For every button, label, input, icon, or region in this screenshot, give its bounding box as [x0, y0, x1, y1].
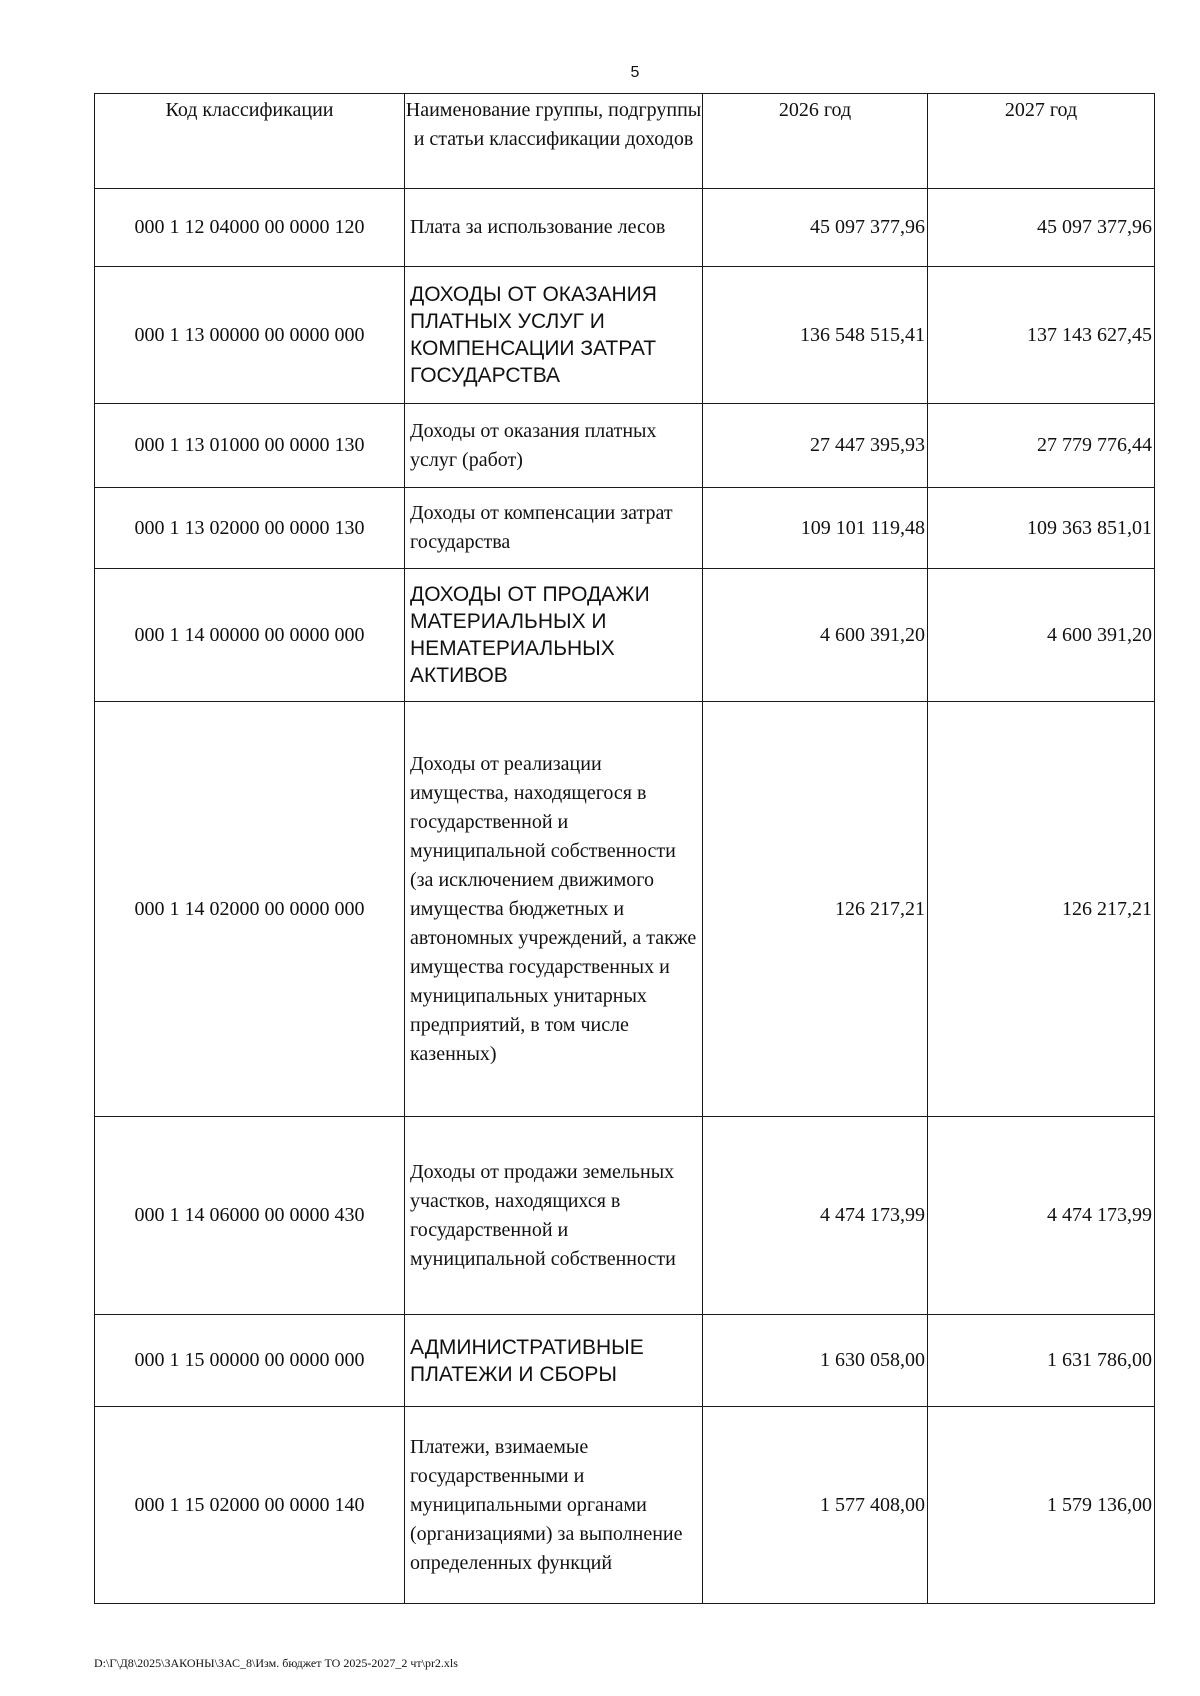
row-code: 000 1 13 01000 00 0000 130 — [95, 404, 405, 488]
row-value-2026: 1 577 408,00 — [703, 1407, 928, 1604]
row-value-2027: 1 579 136,00 — [928, 1407, 1155, 1604]
table-row — [95, 1407, 1155, 1604]
row-code: 000 1 15 02000 00 0000 140 — [95, 1407, 405, 1604]
header-code: Код классификации — [95, 94, 405, 189]
row-value-2026: 4 600 391,20 — [703, 569, 928, 702]
page-number: 5 — [630, 64, 640, 81]
row-value-2027: 4 600 391,20 — [928, 569, 1155, 702]
row-value-2027: 137 143 627,45 — [928, 267, 1155, 404]
table-row — [95, 569, 1155, 702]
row-value-2026: 45 097 377,96 — [703, 189, 928, 267]
row-name: ДОХОДЫ ОТ ОКАЗАНИЯ ПЛАТНЫХ УСЛУГ И КОМПЕНСАЦИИ ЗАТРАТ ГОСУДАРСТВА — [405, 267, 703, 404]
row-code: 000 1 13 00000 00 0000 000 — [95, 267, 405, 404]
row-value-2026: 4 474 173,99 — [703, 1117, 928, 1315]
row-value-2027: 4 474 173,99 — [928, 1117, 1155, 1315]
row-value-2026: 126 217,21 — [703, 702, 928, 1117]
row-code: 000 1 15 00000 00 0000 000 — [95, 1315, 405, 1407]
row-name: ДОХОДЫ ОТ ПРОДАЖИ МАТЕРИАЛЬНЫХ И НЕМАТЕРИАЛЬНЫХ АКТИВОВ — [405, 569, 703, 702]
row-value-2027: 1 631 786,00 — [928, 1315, 1155, 1407]
table-row — [95, 1117, 1155, 1315]
revenue-table — [94, 93, 1155, 1604]
row-name: Доходы от реализации имущества, находящегося в государственной и муниципальной собственности (за исключением движимого имущества бюджетных и автономных учреждений, а также имущества государственных и муниципальных унитарных предприятий, в том числе казенных) — [405, 702, 703, 1117]
row-name: Плата за использование лесов — [405, 189, 703, 267]
table-row — [95, 267, 1155, 404]
row-code: 000 1 14 02000 00 0000 000 — [95, 702, 405, 1117]
table-row — [95, 189, 1155, 267]
row-name: АДМИНИСТРАТИВНЫЕ ПЛАТЕЖИ И СБОРЫ — [405, 1315, 703, 1407]
header-2026: 2026 год — [703, 94, 928, 189]
row-name: Платежи, взимаемые государственными и муниципальными органами (организациями) за выполнение определенных функций — [405, 1407, 703, 1604]
table-header-row — [95, 94, 1155, 189]
row-code: 000 1 13 02000 00 0000 130 — [95, 488, 405, 569]
row-name: Доходы от продажи земельных участков, находящихся в государственной и муниципальной собственности — [405, 1117, 703, 1315]
table-row — [95, 702, 1155, 1117]
table-row — [95, 1315, 1155, 1407]
row-value-2027: 109 363 851,01 — [928, 488, 1155, 569]
row-name: Доходы от компенсации затрат государства — [405, 488, 703, 569]
row-value-2027: 126 217,21 — [928, 702, 1155, 1117]
row-value-2026: 1 630 058,00 — [703, 1315, 928, 1407]
footer-file-path: D:\Г\Д8\2025\ЗАКОНЫ\ЗАС_8\Изм. бюджет ТО 2025-2027_2 чт\pr2.xls — [94, 1656, 458, 1670]
table-row — [95, 488, 1155, 569]
row-value-2027: 27 779 776,44 — [928, 404, 1155, 488]
row-value-2026: 136 548 515,41 — [703, 267, 928, 404]
header-2027: 2027 год — [928, 94, 1155, 189]
table-row — [95, 404, 1155, 488]
row-code: 000 1 14 06000 00 0000 430 — [95, 1117, 405, 1315]
header-name: Наименование группы, подгруппы и статьи классификации доходов — [405, 94, 703, 189]
row-code: 000 1 12 04000 00 0000 120 — [95, 189, 405, 267]
row-value-2026: 109 101 119,48 — [703, 488, 928, 569]
row-code: 000 1 14 00000 00 0000 000 — [95, 569, 405, 702]
row-value-2027: 45 097 377,96 — [928, 189, 1155, 267]
row-name: Доходы от оказания платных услуг (работ) — [405, 404, 703, 488]
row-value-2026: 27 447 395,93 — [703, 404, 928, 488]
